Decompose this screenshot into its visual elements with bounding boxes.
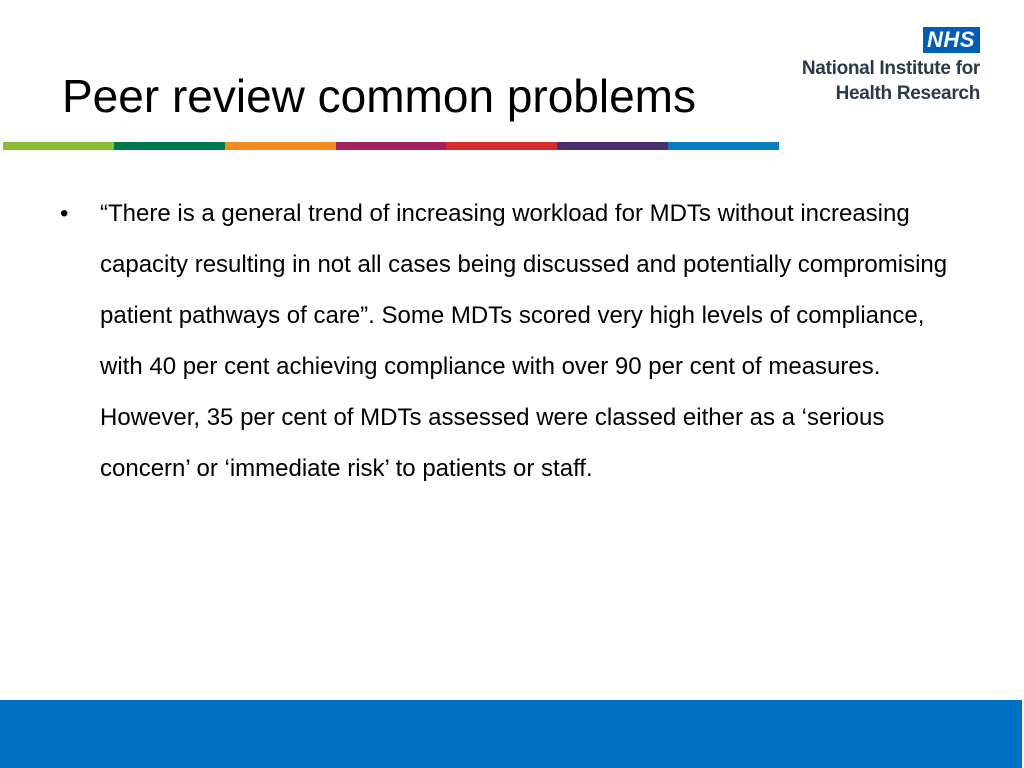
bullet-marker: • [60,200,69,227]
stripe-segment [557,142,668,150]
stripe-segment [3,142,114,150]
logo-line-1: National Institute for [801,58,980,79]
logo-line-2: Health Research [835,83,980,104]
stripe-segment [225,142,336,150]
stripe-segment [114,142,225,150]
slide-title: Peer review common problems [62,70,697,122]
nihr-logo [802,27,980,106]
stripe-segment [446,142,557,150]
color-stripe [3,142,779,150]
bullet-item [60,188,950,494]
nhs-badge: NHS [923,27,980,53]
footer-bar [0,700,1022,768]
slide-body [60,188,950,494]
bullet-text: “There is a general trend of increasing workload for MDTs without increasing capacity resulting in not all cases being discussed and potentially compromising patient pathways of care”. Some MDTs scored very high levels of compliance, with 40 per cent achieving compliance with over 90 per cent of measures. However, 35 per cent of MDTs assessed were classed either as a ‘serious concern’ or ‘immediate risk’ to patients or staff. [100,200,948,482]
stripe-segment [668,142,779,150]
stripe-segment [336,142,447,150]
